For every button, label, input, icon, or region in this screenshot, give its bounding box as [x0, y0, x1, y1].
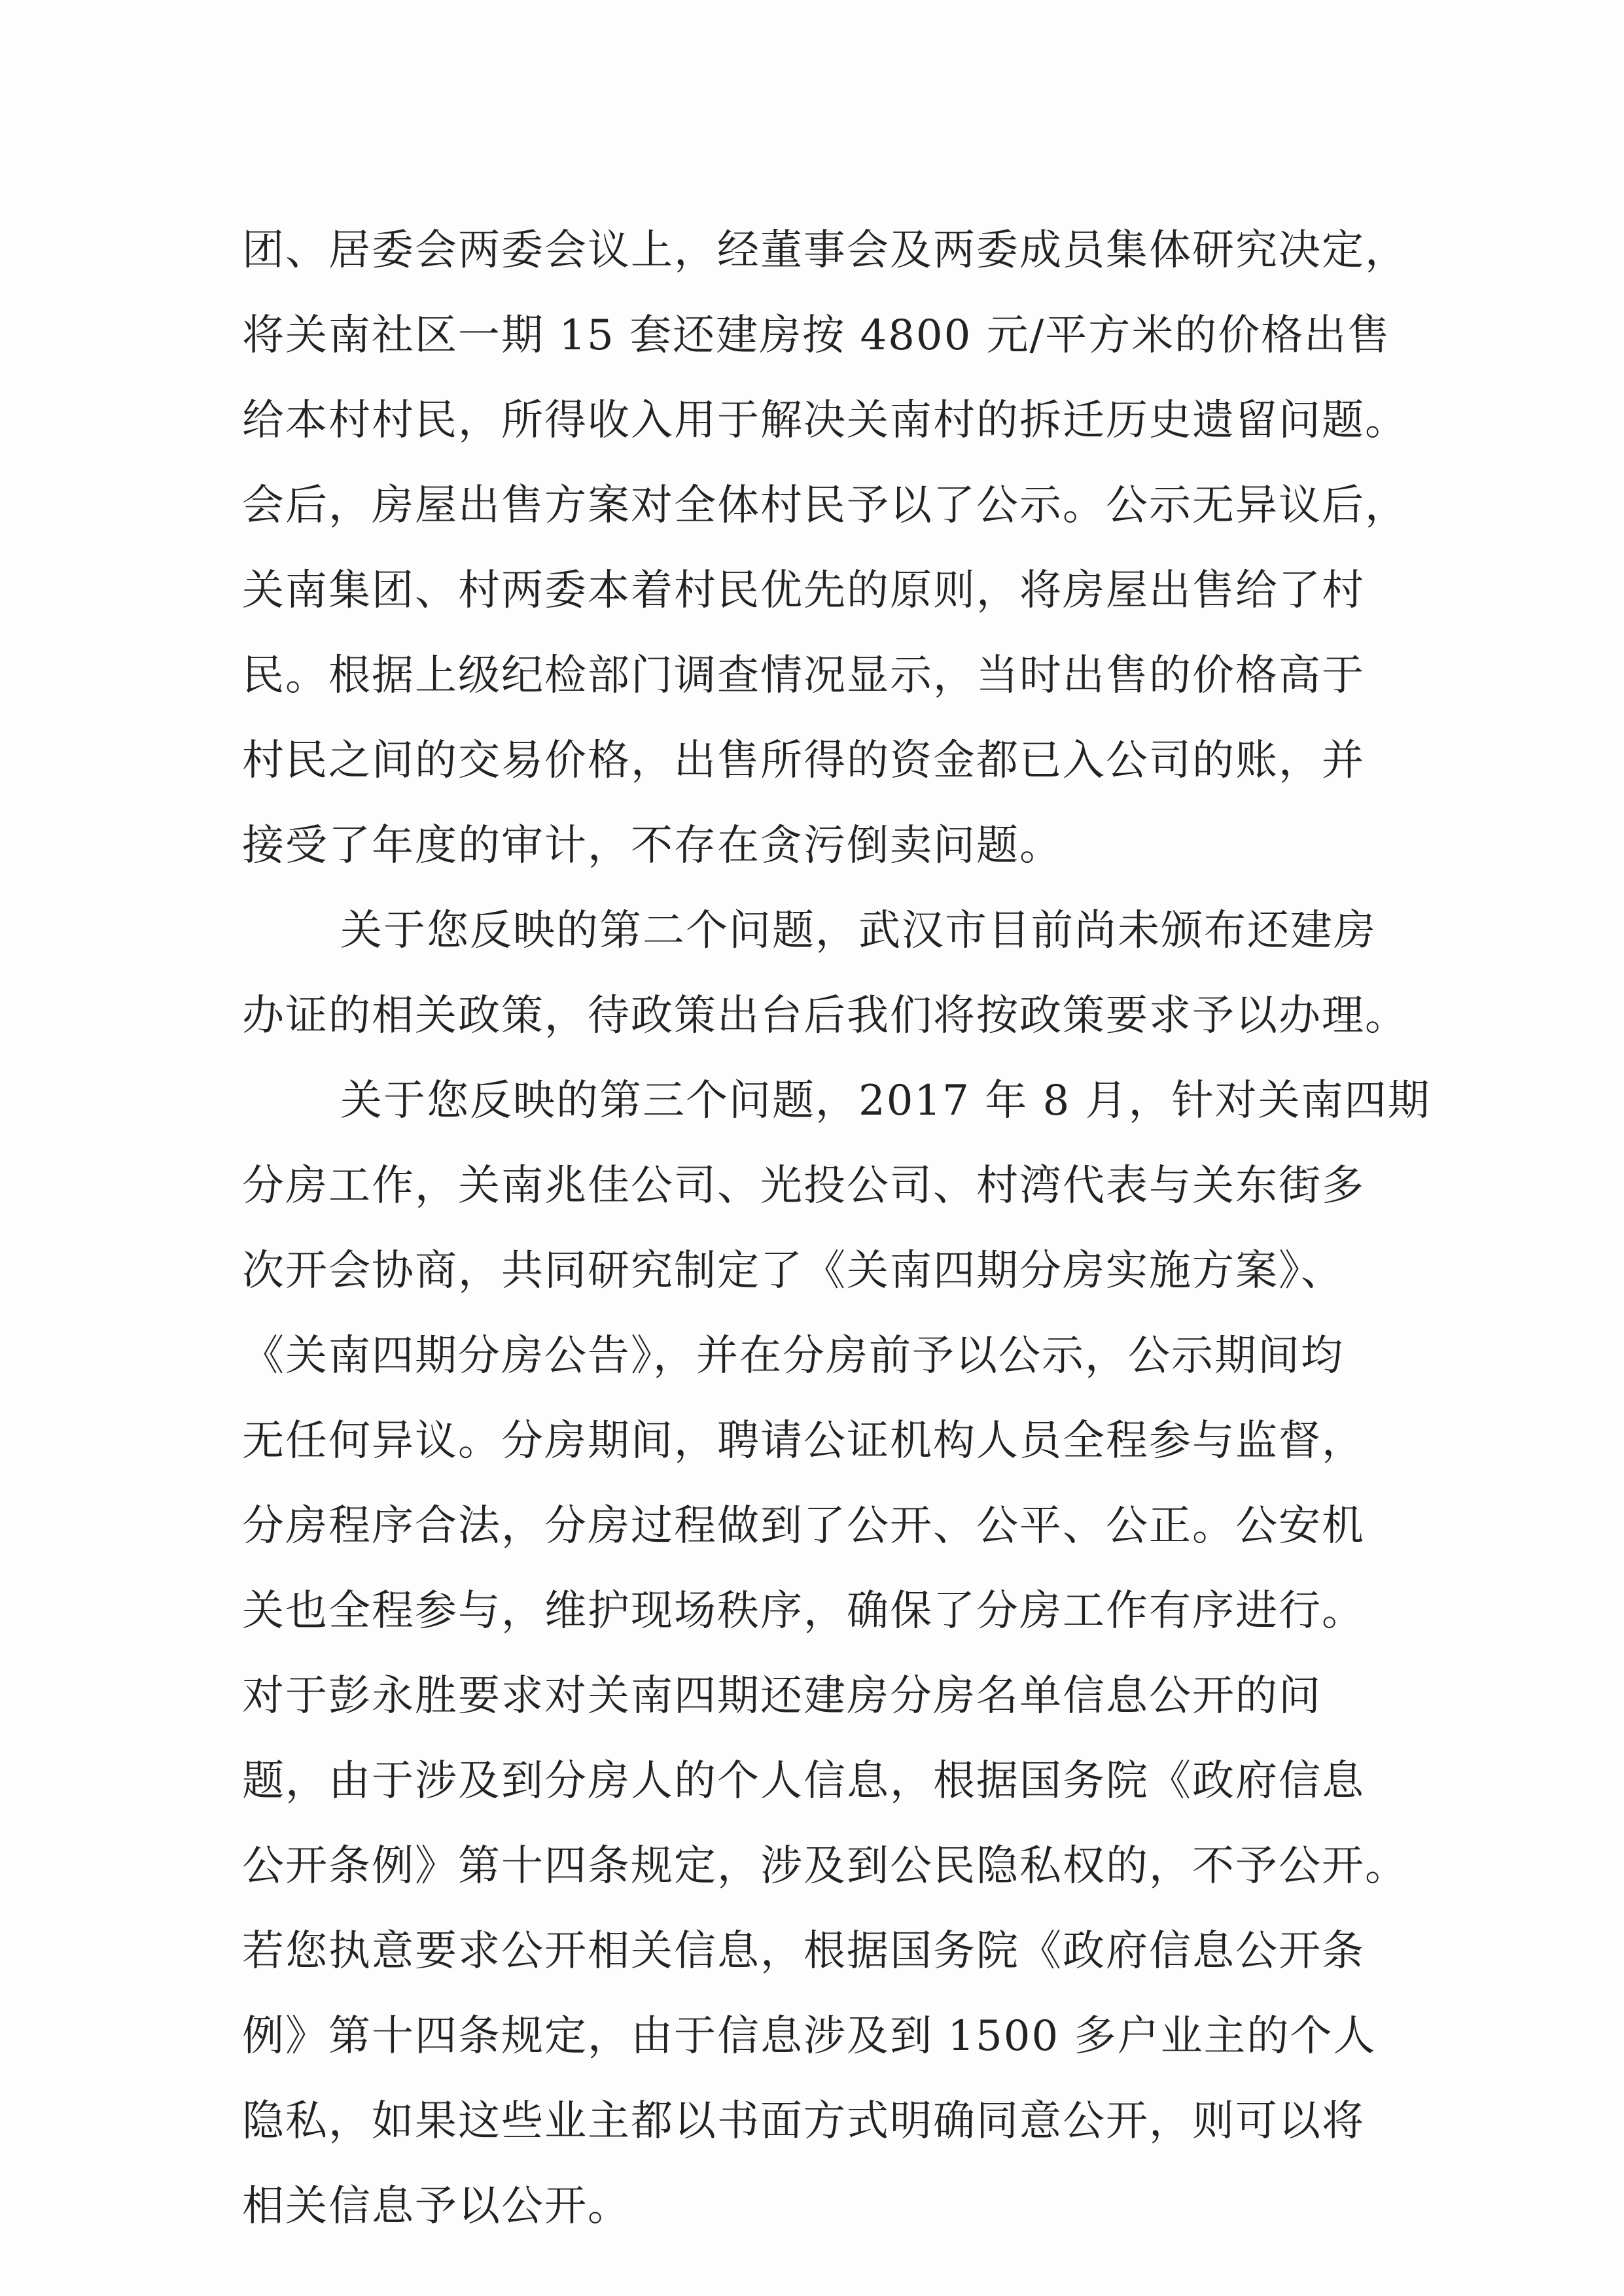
text-line-7: 村民之间的交易价格，出售所得的资金都已入公司的账，并 [242, 737, 1365, 785]
text-line-19: 题，由于涉及到分房人的个人信息，根据国务院《政府信息 [242, 1757, 1365, 1805]
text-line-13: 次开会协商，共同研究制定了《关南四期分房实施方案》、 [242, 1247, 1344, 1295]
text-line-14: 《关南四期分房公告》，并在分房前予以公示，公示期间均 [242, 1332, 1344, 1380]
text-line-18: 对于彭永胜要求对关南四期还建房分房名单信息公开的问 [242, 1672, 1322, 1720]
text-line-24: 相关信息予以公开。 [242, 2182, 631, 2231]
text-line-22: 例》第十四条规定，由于信息涉及到 1500 多户业主的个人 [242, 2012, 1377, 2061]
text-line-1: 团、居委会两委会议上，经董事会及两委成员集体研究决定， [242, 226, 1408, 275]
text-line-23: 隐私，如果这些业主都以书面方式明确同意公开，则可以将 [242, 2097, 1365, 2146]
text-line-6: 民。根据上级纪检部门调查情况显示，当时出售的价格高于 [242, 652, 1365, 700]
text-line-15: 无任何异议。分房期间，聘请公证机构人员全程参与监督， [242, 1417, 1365, 1465]
text-line-12: 分房工作，关南兆佳公司、光投公司、村湾代表与关东街多 [242, 1162, 1365, 1210]
text-line-4: 会后，房屋出售方案对全体村民予以了公示。公示无异议后， [242, 481, 1408, 530]
text-line-21: 若您执意要求公开相关信息，根据国务院《政府信息公开条 [242, 1927, 1365, 1975]
text-line-8: 接受了年度的审计，不存在贪污倒卖问题。 [242, 822, 1063, 870]
text-line-20: 公开条例》第十四条规定，涉及到公民隐私权的，不予公开。 [242, 1842, 1408, 1890]
text-line-5: 关南集团、村两委本着村民优先的原则，将房屋出售给了村 [242, 566, 1365, 615]
text-line-9: 关于您反映的第二个问题，武汉市目前尚未颁布还建房 [340, 907, 1377, 955]
text-line-17: 关也全程参与，维护现场秩序，确保了分房工作有序进行。 [242, 1587, 1365, 1635]
document-body [242, 208, 1439, 2249]
text-line-16: 分房程序合法，分房过程做到了公开、公平、公正。公安机 [242, 1502, 1365, 1550]
text-line-11: 关于您反映的第三个问题，2017 年 8 月，针对关南四期 [340, 1077, 1431, 1125]
text-line-2: 将关南社区一期 15 套还建房按 4800 元/平方米的价格出售 [242, 311, 1391, 360]
text-line-3: 给本村村民，所得收入用于解决关南村的拆迁历史遗留问题。 [242, 396, 1408, 445]
text-line-10: 办证的相关政策，待政策出台后我们将按政策要求予以办理。 [242, 992, 1408, 1040]
